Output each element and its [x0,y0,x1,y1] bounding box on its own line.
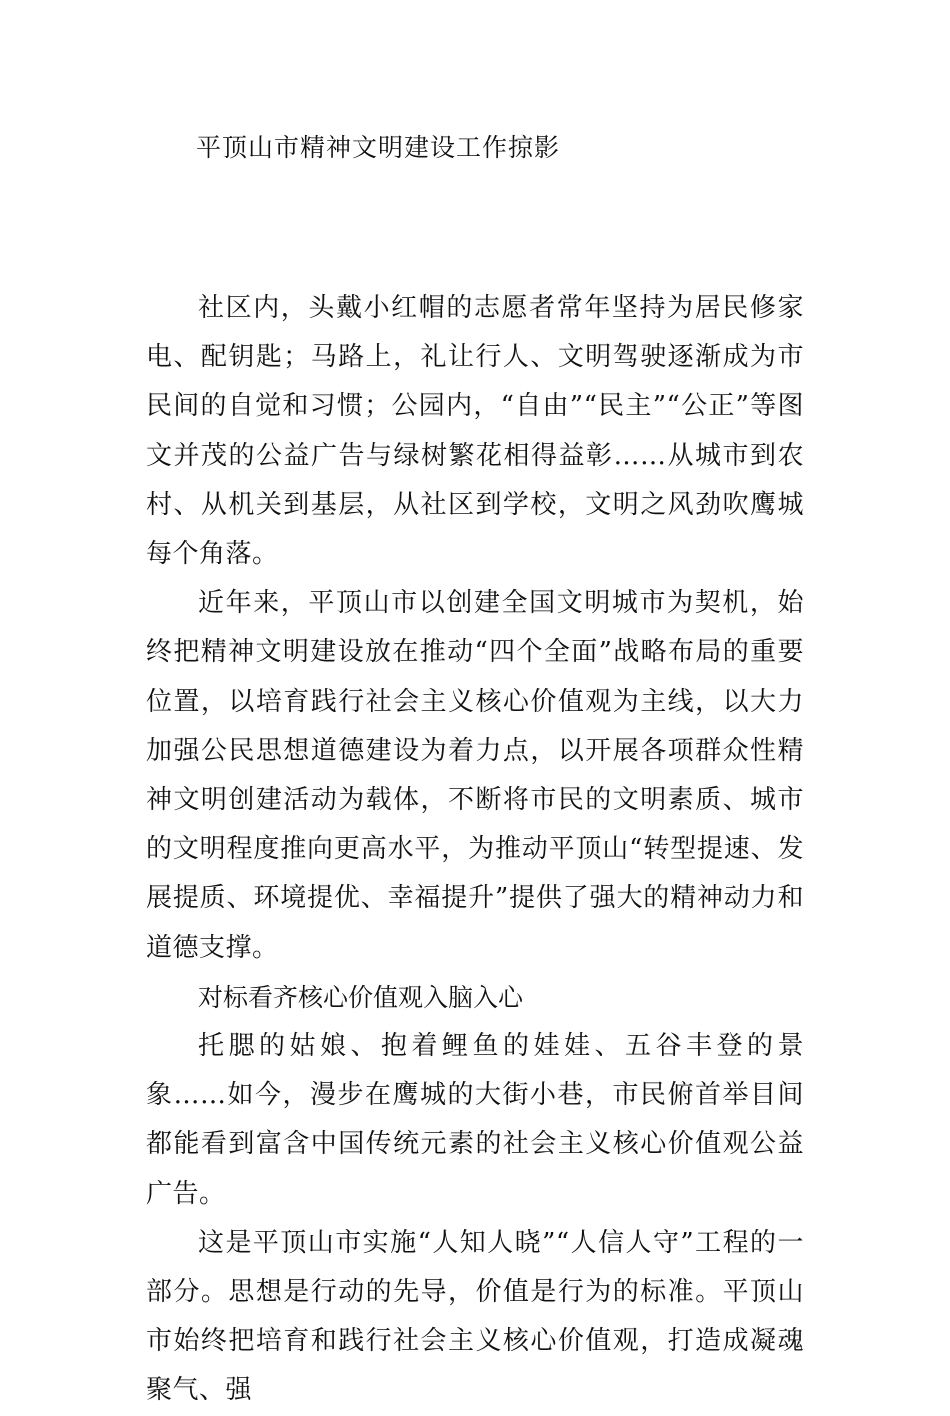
section-subheading: 对标看齐核心价值观入脑入心 [198,982,524,1012]
paragraph-4: 这是平顶山市实施“人知人晓”“人信人守”工程的一部分。思想是行动的先导，价值是行为的标准。平顶山市始终把培育和践行社会主义核心价值观，打造成凝魂聚气、强 [146,1227,804,1406]
document-body [146,284,804,1416]
paragraph-3: 托腮的姑娘、抱着鲤鱼的娃娃、五谷丰登的景象……如今，漫步在鹰城的大街小巷，市民俯首举目间都能看到富含中国传统元素的社会主义核心价值观公益广告。 [146,1031,804,1209]
document-title: 平顶山市精神文明建设工作掠影 [196,133,561,162]
paragraph-1: 社区内，头戴小红帽的志愿者常年坚持为居民修家电、配钥匙；马路上，礼让行人、文明驾驶逐渐成为市民间的自觉和习惯；公园内，“自由”“民主”“公正”等图文并茂的公益广告与绿树繁花相得益彰……从城市到农村、从机关到基层，从社区到学校，文明之风劲吹鹰城每个角落。 [146,293,804,570]
paragraph-2: 近年来，平顶山市以创建全国文明城市为契机，始终把精神文明建设放在推动“四个全面”战略布局的重要位置，以培育践行社会主义核心价值观为主线，以大力加强公民思想道德建设为着力点，以开展各项群众性精神文明创建活动为载体，不断将市民的文明素质、城市的文明程度推向更高水平，为推动平顶山“转型提速、发展提质、环境提优、幸福提升”提供了强大的精神动力和道德支撑。 [146,588,804,963]
